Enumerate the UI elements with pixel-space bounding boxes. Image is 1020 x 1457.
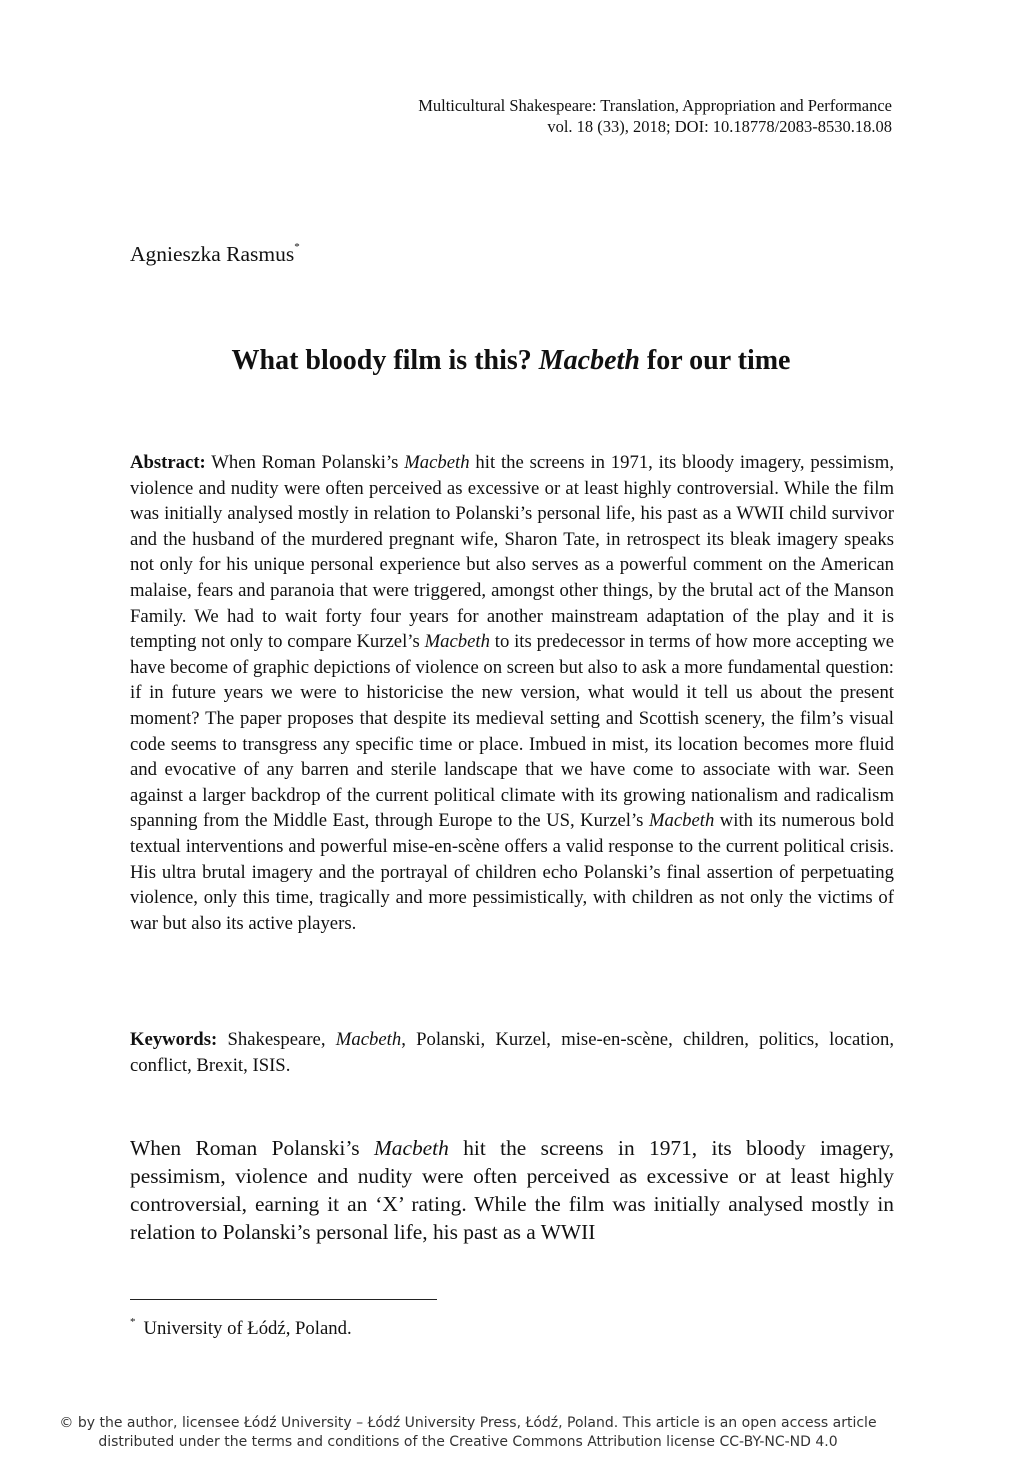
abstract-italic-3: Macbeth: [648, 810, 715, 832]
abstract-text-1: When Roman Polanski’s: [205, 452, 405, 473]
body-italic: Macbeth: [373, 1136, 449, 1160]
body-paragraph: [130, 1134, 894, 1246]
keywords-text-1: Shakespeare,: [217, 1029, 336, 1050]
author-footnote-marker[interactable]: *: [294, 241, 300, 253]
title-part-1: What bloody film is this?: [231, 345, 539, 376]
journal-name: Multicultural Shakespeare: Translation, Appropriation and Performance: [418, 96, 892, 115]
keywords-italic: Macbeth: [335, 1029, 402, 1050]
author-line: [130, 241, 300, 267]
keywords-text-2: , Polanski, Kurzel, mise-en-scène, children, politics, location, conflict, Brexit, ISIS.: [130, 1029, 894, 1076]
footnote-marker: *: [130, 1316, 136, 1328]
article-title: [130, 345, 892, 377]
body-text-1: When Roman Polanski’s: [130, 1136, 374, 1160]
abstract: [130, 450, 894, 936]
footnote-text: University of Łódź, Poland.: [143, 1318, 352, 1339]
journal-header: [130, 95, 892, 137]
abstract-text-2: hit the screens in 1971, its bloody imagery, pessimism, violence and nudity were often perceived as excessive or at least highly controversial. While the film was initially analysed mostly in relation to Polanski’s personal life, his past as a WWII child survivor and the husband of the murdered pregnant wife, Sharon Tate, in retrospect its bleak imagery speaks not only for his unique personal experience but also serves as a powerful comment on the American malaise, fears and paranoia that were triggered, amongst other things, by the brutal act of the Manson Family. We had to wait forty four years for another mainstream adaptation of the play and it is tempting not only to compare Kurzel’s: [130, 452, 894, 653]
abstract-label: Abstract:: [130, 452, 206, 473]
abstract-italic-1: Macbeth: [404, 452, 470, 473]
footnote: [130, 1316, 352, 1340]
footnote-divider: [130, 1299, 437, 1300]
title-italic: Macbeth: [538, 345, 640, 376]
keywords: [130, 1027, 894, 1078]
body-text-2: hit the screens in 1971, its bloody imagery, pessimism, violence and nudity were often perceived as excessive or at least highly controversial, earning it an ‘X’ rating. While the film was initially analysed mostly in relation to Polanski’s personal life, his past as a WWII: [130, 1136, 894, 1244]
title-part-2: for our time: [639, 345, 791, 376]
license-line-2: distributed under the terms and conditions of the Creative Commons Attribution license CC-BY-NC-ND 4.0: [98, 1434, 838, 1450]
author-name: Agnieszka Rasmus: [130, 242, 295, 266]
abstract-text-4: with its numerous bold textual interventions and powerful mise-en-scène offers a valid response to the current political crisis. His ultra brutal imagery and the portrayal of children echo Polanski’s final assertion of perpetuating violence, only this time, tragically and more pessimistically, with children as not only the victims of war but also its active players.: [130, 810, 894, 934]
journal-volume-doi: vol. 18 (33), 2018; DOI: 10.18778/2083-8530.18.08: [547, 117, 892, 136]
abstract-text-3: to its predecessor in terms of how more accepting we have become of graphic depictions of violence on screen but also to ask a more fundamental question: if in future years we were to historicise the new version, what would it tell us about the present moment? The paper proposes that despite its medieval setting and Scottish scenery, the film’s visual code seems to transgress any specific time or place. Imbued in mist, its location becomes more fluid and evocative of any barren and sterile landscape that we have come to associate with war. Seen against a larger backdrop of the current political climate with its growing nationalism and radicalism spanning from the Middle East, through Europe to the US, Kurzel’s: [130, 631, 894, 832]
keywords-label: Keywords:: [130, 1029, 218, 1050]
abstract-italic-2: Macbeth: [424, 631, 490, 653]
license-line-1: © by the author, licensee Łódź University – Łódź University Press, Łódź, Poland. This article is an open access article: [59, 1415, 877, 1431]
license-notice: [18, 1414, 918, 1452]
